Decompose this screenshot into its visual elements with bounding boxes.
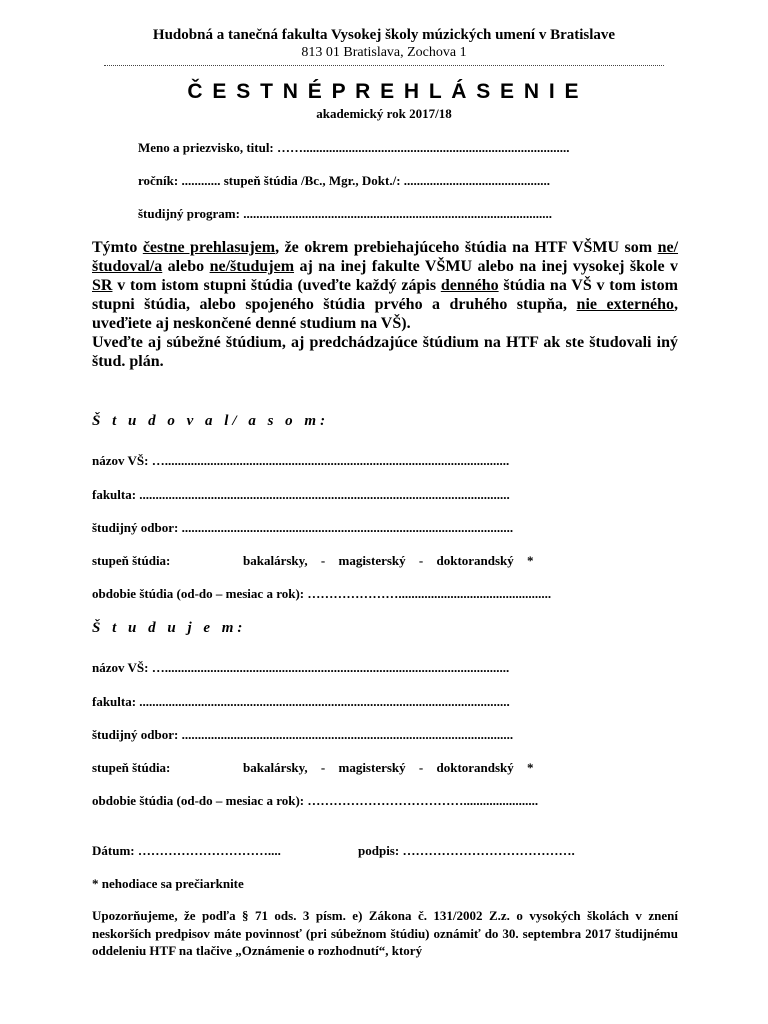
decl-text: v tom istom stupni štúdia (uveďte každý zápis — [112, 277, 441, 294]
date-field[interactable]: Dátum: ………………………….... — [92, 843, 281, 858]
faculty-name: Hudobná a tanečná fakulta Vysokej školy múzických umení v Bratislave — [152, 27, 616, 43]
studied-heading: Š t u d o v a l/ a s o m: — [92, 413, 330, 429]
name-field[interactable]: Meno a priezvisko, titul: …….................................................................................. — [138, 140, 570, 155]
year-level-field[interactable]: ročník: ............ stupeň štúdia /Bc., Mgr., Dokt./: ............................................. — [138, 173, 551, 188]
document-title: Č E S T N É P R E H L Á S E N I E — [187, 80, 581, 103]
decl-text: aj na inej fakulte VŠMU alebo na inej vysokej škole v — [294, 258, 678, 275]
studying-heading: Š t u d u j e m: — [92, 620, 247, 636]
decl-underline: ne/študoval/a — [92, 239, 679, 275]
legal-warning: Upozorňujeme, že podľa § 71 ods. 3 písm. e) Zákona č. 131/2002 Z.z. o vysokých školách v znení neskorších predpisov máte povinnosť (pri súbežnom štúdiu) oznámiť do 30. septembra 2017 študijnému oddeleniu HTF na tlačive „Oznámenie o rozhodnutí“, ktorý — [92, 908, 678, 958]
decl-text: Týmto — [92, 239, 143, 256]
decl-instruction: Uveďte aj súbežné štúdium, aj predchádzajúce štúdium na HTF ak ste študovali iný štud. plán. — [92, 334, 678, 370]
studying-degree-label: stupeň štúdia: — [92, 760, 171, 775]
signature-field[interactable]: podpis: …………………………………. — [358, 843, 575, 858]
declaration-paragraph — [92, 238, 678, 371]
study-program-field[interactable]: študijný program: ............................................................................................... — [138, 206, 552, 221]
decl-underline: denného — [440, 277, 499, 294]
decl-underline: nie externého — [576, 296, 675, 313]
studying-school-field[interactable]: názov VŠ: ….......................................................................................................... — [92, 660, 510, 675]
studied-degree-label: stupeň štúdia: — [92, 553, 171, 568]
studied-period-field[interactable]: obdobie štúdia (od-do – mesiac a rok): …………………............................................... — [92, 586, 552, 601]
studying-faculty-field[interactable]: fakulta: .................................................................................................................. — [92, 694, 510, 709]
studying-degree-options[interactable]: bakalársky, - magisterský - doktorandský * — [243, 760, 534, 775]
academic-year: akademický rok 2017/18 — [316, 106, 452, 121]
decl-text: , uveďiete aj neskončené denné studium na VŠ). — [92, 296, 679, 332]
decl-underline: SR — [92, 277, 113, 294]
studied-field-field[interactable]: študijný odbor: ...................................................................................................... — [92, 520, 514, 535]
studying-field-field[interactable]: študijný odbor: ...................................................................................................... — [92, 727, 514, 742]
studied-faculty-field[interactable]: fakulta: .................................................................................................................. — [92, 487, 510, 502]
decl-text: alebo — [162, 258, 210, 275]
strike-note: * nehodiace sa prečiarknite — [92, 876, 244, 891]
decl-text: , že okrem prebiehajúceho štúdia na HTF VŠMU som — [275, 239, 658, 256]
header-divider — [104, 65, 664, 67]
decl-underline: ne/študujem — [209, 258, 295, 275]
faculty-address: 813 01 Bratislava, Zochova 1 — [301, 45, 467, 60]
studied-degree-options[interactable]: bakalársky, - magisterský - doktorandský * — [243, 553, 534, 568]
decl-underline: čestne prehlasujem — [142, 239, 276, 256]
studied-school-field[interactable]: názov VŠ: ….......................................................................................................... — [92, 453, 510, 468]
decl-text: štúdia na VŠ v tom istom stupni štúdia, alebo spojeného štúdia prvého a druhého stupňa, — [92, 277, 678, 313]
studying-period-field[interactable]: obdobie štúdia (od-do – mesiac a rok): ………………………………....................... — [92, 793, 539, 808]
